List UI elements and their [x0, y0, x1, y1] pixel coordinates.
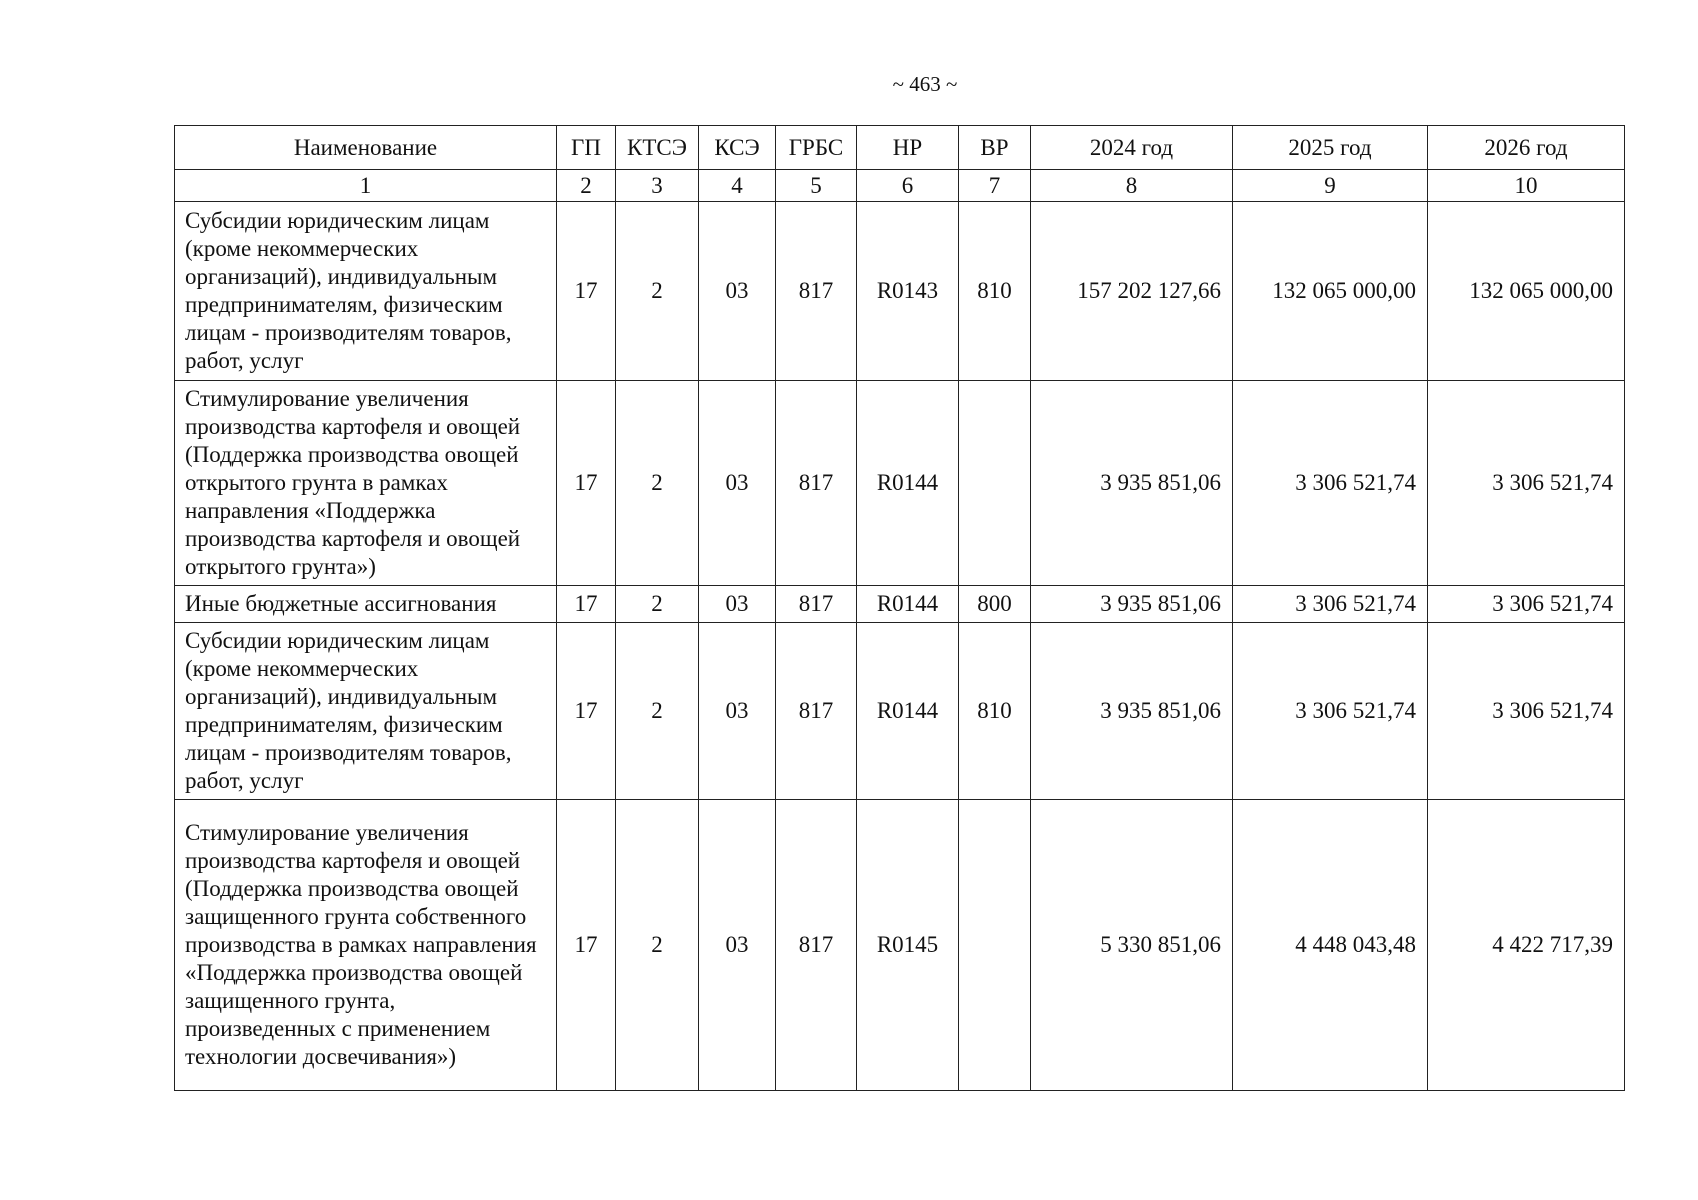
header-ktse: КТСЭ — [616, 126, 699, 170]
row-nr: R0144 — [857, 381, 959, 586]
column-number: 8 — [1031, 170, 1233, 202]
row-name: Стимулирование увеличения производства картофеля и овощей (Поддержка производства овощей открытого грунта в рамках направления «Поддержка производства картофеля и овощей открытого грунта») — [175, 381, 557, 586]
page-number: ~ 463 ~ — [892, 72, 958, 96]
row-grbs: 817 — [776, 586, 857, 623]
column-number: 1 — [175, 170, 557, 202]
column-number: 9 — [1233, 170, 1428, 202]
table-row — [175, 623, 1625, 800]
row-gp: 17 — [557, 800, 616, 1091]
header-vr: ВР — [959, 126, 1031, 170]
row-amount-2024: 5 330 851,06 — [1031, 800, 1233, 1091]
row-amount-2024: 157 202 127,66 — [1031, 202, 1233, 381]
row-amount-2025: 3 306 521,74 — [1233, 381, 1428, 586]
row-name: Субсидии юридическим лицам (кроме некоммерческих организаций), индивидуальным предпринимателям, физическим лицам - производителям товаров, работ, услуг — [175, 202, 557, 381]
row-ktse: 2 — [616, 586, 699, 623]
row-kse: 03 — [699, 623, 776, 800]
table-row — [175, 381, 1625, 586]
column-number: 4 — [699, 170, 776, 202]
row-amount-2024: 3 935 851,06 — [1031, 381, 1233, 586]
table-row — [175, 202, 1625, 381]
row-grbs: 817 — [776, 800, 857, 1091]
budget-table-container — [174, 125, 1624, 1091]
row-amount-2024: 3 935 851,06 — [1031, 623, 1233, 800]
row-vr: 810 — [959, 202, 1031, 381]
column-number: 7 — [959, 170, 1031, 202]
row-nr: R0145 — [857, 800, 959, 1091]
row-amount-2025: 132 065 000,00 — [1233, 202, 1428, 381]
header-kse: КСЭ — [699, 126, 776, 170]
column-number: 2 — [557, 170, 616, 202]
row-kse: 03 — [699, 586, 776, 623]
header-nr: НР — [857, 126, 959, 170]
row-kse: 03 — [699, 800, 776, 1091]
column-number: 10 — [1428, 170, 1625, 202]
row-gp: 17 — [557, 381, 616, 586]
row-gp: 17 — [557, 623, 616, 800]
column-number: 5 — [776, 170, 857, 202]
row-nr: R0144 — [857, 586, 959, 623]
header-2025: 2025 год — [1233, 126, 1428, 170]
row-amount-2024: 3 935 851,06 — [1031, 586, 1233, 623]
row-gp: 17 — [557, 202, 616, 381]
row-ktse: 2 — [616, 381, 699, 586]
row-kse: 03 — [699, 381, 776, 586]
row-amount-2026: 3 306 521,74 — [1428, 586, 1625, 623]
row-name: Иные бюджетные ассигнования — [175, 586, 557, 623]
row-ktse: 2 — [616, 623, 699, 800]
row-nr: R0144 — [857, 623, 959, 800]
table-row — [175, 586, 1625, 623]
row-amount-2026: 3 306 521,74 — [1428, 623, 1625, 800]
row-ktse: 2 — [616, 800, 699, 1091]
row-gp: 17 — [557, 586, 616, 623]
row-amount-2025: 3 306 521,74 — [1233, 623, 1428, 800]
column-number: 3 — [616, 170, 699, 202]
header-2024: 2024 год — [1031, 126, 1233, 170]
row-grbs: 817 — [776, 623, 857, 800]
row-name: Стимулирование увеличения производства картофеля и овощей (Поддержка производства овощей защищенного грунта собственного производства в рамках направления «Поддержка производства овощей защищенного грунта, произведенных с применением технологии досвечивания») — [175, 800, 557, 1091]
column-number: 6 — [857, 170, 959, 202]
header-name: Наименование — [175, 126, 557, 170]
row-vr: 800 — [959, 586, 1031, 623]
column-number-row — [175, 170, 1625, 202]
row-grbs: 817 — [776, 202, 857, 381]
row-kse: 03 — [699, 202, 776, 381]
row-amount-2026: 3 306 521,74 — [1428, 381, 1625, 586]
row-ktse: 2 — [616, 202, 699, 381]
budget-table — [174, 125, 1625, 1091]
header-row — [175, 126, 1625, 170]
row-vr — [959, 381, 1031, 586]
row-amount-2026: 132 065 000,00 — [1428, 202, 1625, 381]
header-2026: 2026 год — [1428, 126, 1625, 170]
header-gp: ГП — [557, 126, 616, 170]
row-name: Субсидии юридическим лицам (кроме некоммерческих организаций), индивидуальным предпринимателям, физическим лицам - производителям товаров, работ, услуг — [175, 623, 557, 800]
row-amount-2025: 4 448 043,48 — [1233, 800, 1428, 1091]
row-amount-2026: 4 422 717,39 — [1428, 800, 1625, 1091]
row-vr — [959, 800, 1031, 1091]
table-row — [175, 800, 1625, 1091]
row-grbs: 817 — [776, 381, 857, 586]
row-nr: R0143 — [857, 202, 959, 381]
header-grbs: ГРБС — [776, 126, 857, 170]
row-vr: 810 — [959, 623, 1031, 800]
row-amount-2025: 3 306 521,74 — [1233, 586, 1428, 623]
